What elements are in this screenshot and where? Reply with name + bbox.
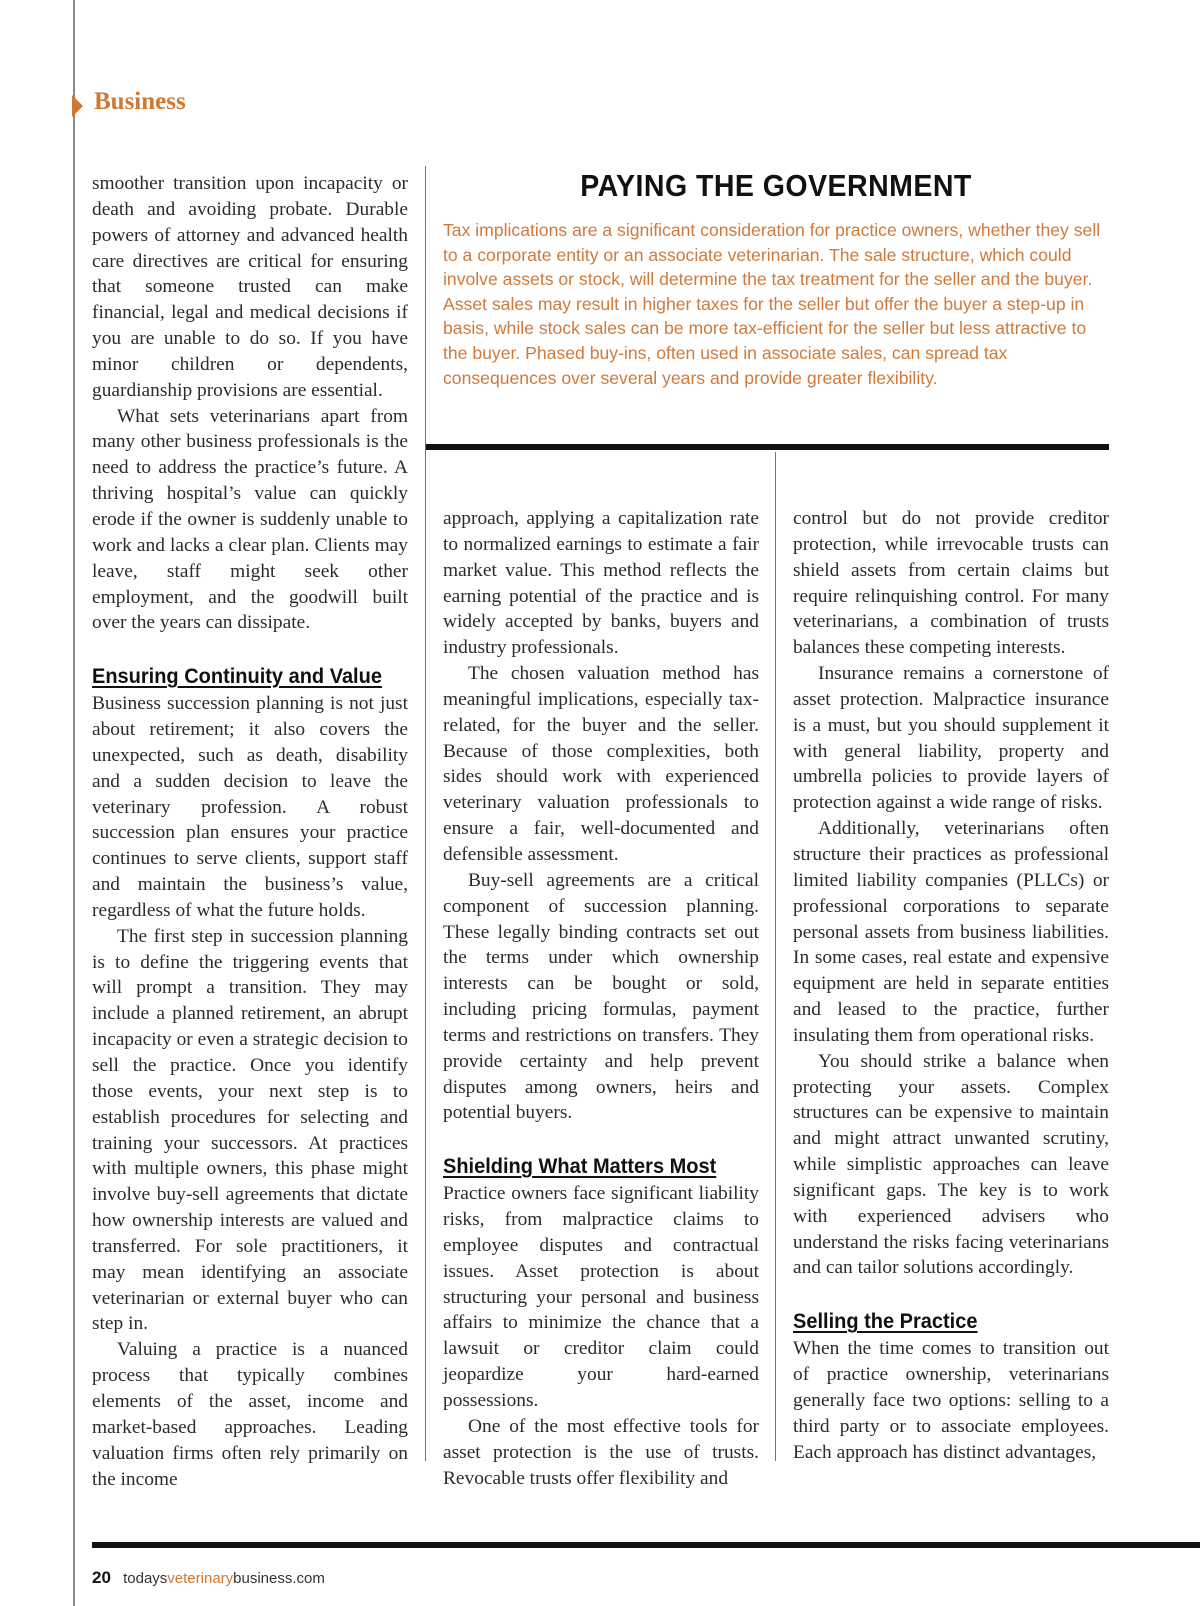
paragraph: What sets veterinarians apart from many other business professionals is the need to address the practice’s future. A thriving hospital’s value can quickly erode if the owner is suddenly unable to work and lacks a clear plan. Clients may leave, staff might seek other employment, and the goodwill built over the years can dissipate. (92, 405, 408, 634)
paragraph: Additionally, veterinarians often structure their practices as professional limited liability companies (PLLCs) or professional corporations to separate personal assets from business liabilities. In some cases, real estate and expensive equipment are held in separate entities and leased to the practice, further insulating them from operational risks. (793, 818, 1109, 1046)
section-label: Business (94, 88, 186, 115)
column-rule (775, 452, 776, 1461)
sidebar-title: PAYING THE GOVERNMENT (580, 168, 972, 203)
paragraph: Buy-sell agreements are a critical component of succession planning. These legally binding contracts set out the terms under which ownership interests can be bought or sold, including pricing formulas, payment terms and restrictions on transfers. They provide certainty and help prevent disputes among owners, heirs and potential buyers. (443, 869, 759, 1124)
paragraph: You should strike a balance when protecting your assets. Complex structures can be expensive to maintain and might attract unwanted scrutiny, while simplistic approaches can leave significant gaps. The key is to work with experienced advisers who understand the risks facing veterinarians and can tailor solutions accordingly. (793, 1050, 1109, 1279)
subheading: Selling the Practice (793, 1309, 978, 1334)
paragraph: When the time comes to transition out of practice ownership, veterinarians generally face two options: selling to a third party or to associate employees. Each approach has distinct advantages, (793, 1338, 1109, 1463)
paragraph: approach, applying a capitalization rate to normalized earnings to estimate a fair market value. This method reflects the earning potential of the practice and is widely accepted by banks, buyers and industry professionals. (443, 508, 759, 659)
sidebar-body: Tax implications are a significant consideration for practice owners, whether they sell to a corporate entity or an associate veterinarian. The sale structure, which could involve assets or stock, will determine the tax treatment for the seller and the buyer. Asset sales may result in higher taxes for the seller but offer the buyer a step-up in basis, while stock sales can be more tax-efficient for the seller but less attractive to the buyer. Phased buy-ins, often used in associate sales, can spread tax consequences over several years and provide greater flexibility. (443, 220, 1101, 388)
paragraph: The chosen valuation method has meaningful implications, especially tax-related, for the buyer and the seller. Because of those complexities, both sides should work with experienced veterinary valuation professionals to ensure a fair, well-documented and defensible assessment. (443, 663, 759, 865)
paragraph: The first step in succession planning is to define the triggering events that will prompt a transition. They may include a planned retirement, an abrupt incapacity or even a strategic decision to sell the practice. Once you identify those events, your next step is to establish procedures for selecting and training your successors. At practices with multiple owners, this phase might involve buy-sell agreements that dictate how ownership interests are valued and transferred. For sole practitioners, it may mean identifying an associate veterinarian or external buyer who can step in. (92, 925, 408, 1335)
page-left-rule (73, 0, 75, 1606)
article-column-1 (92, 171, 408, 1492)
paragraph: Insurance remains a cornerstone of asset protection. Malpractice insurance is a must, but you should supplement it with general liability, property and umbrella policies to provide layers of protection against a wide range of risks. (793, 663, 1109, 814)
paragraph: One of the most effective tools for asset protection is the use of trusts. Revocable trusts offer flexibility and (443, 1415, 759, 1489)
sidebar-divider (425, 444, 1109, 450)
paragraph: smoother transition upon incapacity or death and avoiding probate. Durable powers of attorney and advanced health care directives are critical for ensuring that someone trusted can make financial, legal and medical decisions if you are unable to do so. If you have minor children or dependents, guardianship provisions are essential. (92, 173, 408, 401)
page-number: 20 (92, 1568, 111, 1587)
article-column-3 (793, 506, 1109, 1466)
subheading: Ensuring Continuity and Value (92, 664, 382, 689)
sidebar-box (443, 168, 1109, 390)
article-column-2 (443, 506, 759, 1491)
paragraph: control but do not provide creditor protection, while irrevocable trusts can shield assets from certain claims but require relinquishing control. For many veterinarians, a combination of trusts balances these competing interests. (793, 508, 1109, 659)
subheading: Shielding What Matters Most (443, 1154, 717, 1179)
paragraph: Practice owners face significant liability risks, from malpractice claims to employee disputes and contractual issues. Asset protection is about structuring your personal and business affairs to minimize the chance that a lawsuit or creditor claim could jeopardize your hard-earned possessions. (443, 1183, 759, 1411)
paragraph: Business succession planning is not just about retirement; it also covers the unexpected, such as death, disability and a sudden decision to leave the veterinary profession. A robust succession plan ensures your practice continues to serve clients, support staff and maintain the business’s value, regardless of what the future holds. (92, 693, 408, 921)
footer-rule (92, 1542, 1200, 1548)
site-url[interactable]: todaysveterinarybusiness.com (123, 1570, 325, 1587)
footer (92, 1568, 325, 1588)
column-rule (425, 166, 426, 1461)
paragraph: Valuing a practice is a nuanced process that typically combines elements of the asset, income and market-based approaches. Leading valuation firms often rely primarily on the income (92, 1339, 408, 1490)
section-arrow-icon (72, 95, 83, 117)
